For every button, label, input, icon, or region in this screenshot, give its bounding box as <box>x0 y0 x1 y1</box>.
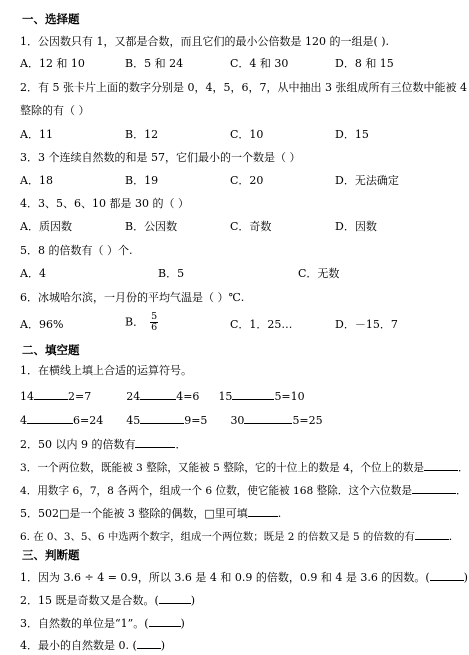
fill-r1-b-left: 24 <box>126 390 141 403</box>
judge-q3-text: 3．自然数的单位是“1”。( <box>20 617 149 630</box>
fill-q4-text: 4．用数字 6，7，8 各两个，组成一个 6 位数，使它能被 168 整除．这个六位数是 <box>20 485 412 497</box>
choice-q3-option-d[interactable]: D．无法确定 <box>335 174 399 187</box>
judge-q3 <box>20 615 185 631</box>
choice-q1-option-b[interactable]: B．5 和 24 <box>125 57 184 70</box>
choice-q6-option-b[interactable] <box>125 312 158 333</box>
judge-q1-text: 1．因为 3.6 ÷ 4 = 0.9，所以 3.6 是 4 和 0.9 的倍数，0.9 和 4 是 3.6 的因数。( <box>20 571 430 584</box>
fill-r2-c-right: 5=25 <box>292 414 323 427</box>
section-title-judge: 三、判断题 <box>22 548 80 562</box>
close-paren: ) <box>180 617 185 630</box>
close-paren: ) <box>190 594 196 607</box>
fill-q3-text: 3．一个两位数，既能被 3 整除，又能被 5 整除，它的十位上的数是 4，个位上的数是 <box>20 462 424 474</box>
fill-r2-b-right: 9=5 <box>184 414 208 427</box>
choice-q2-option-b[interactable]: B．12 <box>125 128 159 141</box>
choice-q4-option-b[interactable]: B．公因数 <box>125 220 178 233</box>
choice-q1-option-c[interactable]: C．4 和 30 <box>230 57 289 70</box>
judge-q1 <box>20 569 468 585</box>
period: ． <box>455 485 467 497</box>
choice-q5-option-b[interactable]: B．5 <box>158 267 185 280</box>
fill-r2-b-left: 45 <box>126 414 141 427</box>
period: ． <box>448 531 460 543</box>
answer-blank[interactable] <box>137 637 161 649</box>
fill-r1-c-left: 15 <box>218 390 233 403</box>
fill-q2 <box>20 436 186 452</box>
fraction <box>150 312 158 333</box>
choice-q6-option-d[interactable]: D．－15．7 <box>335 318 398 331</box>
close-paren: ) <box>160 639 166 652</box>
judge-q2-text: 2．15 既是奇数又是合数。( <box>20 594 159 607</box>
answer-blank[interactable] <box>140 412 184 424</box>
section-title-choice: 一、选择题 <box>22 12 80 26</box>
choice-q6-text: 6．冰城哈尔滨，一月份的平均气温是（ ）℃. <box>20 291 245 304</box>
close-paren: ) <box>463 571 468 584</box>
answer-blank[interactable] <box>248 505 278 517</box>
choice-q2-option-a[interactable]: A．11 <box>20 128 53 141</box>
choice-q2-text: 2．有 5 张卡片上面的数字分别是 0，4，5，6，7，从中抽出 3 张组成所有三位数中能被 4 <box>20 81 467 94</box>
choice-q1-option-d[interactable]: D．8 和 15 <box>335 57 394 70</box>
choice-q3-option-b[interactable]: B．19 <box>125 174 159 187</box>
fill-r1-a-left: 14 <box>20 390 34 403</box>
choice-q4-option-c[interactable]: C．奇数 <box>230 220 272 233</box>
answer-blank[interactable] <box>27 412 73 424</box>
period: . <box>277 507 282 520</box>
period: ． <box>457 462 469 474</box>
section-title-fill: 二、填空题 <box>22 343 80 357</box>
fill-q1-row2 <box>20 412 323 428</box>
choice-q5-text: 5．8 的倍数有（ ）个. <box>20 244 133 257</box>
fill-q2-text: 2．50 以内 9 的倍数有 <box>20 438 136 451</box>
choice-q2-option-c[interactable]: C．10 <box>230 128 264 141</box>
answer-blank[interactable] <box>430 569 464 581</box>
choice-q5-option-a[interactable]: A．4 <box>20 267 46 280</box>
choice-q4-option-a[interactable]: A．质因数 <box>20 220 72 233</box>
period: ． <box>175 438 187 451</box>
choice-q1-text: 1．公因数只有 1，又都是合数，而且它们的最小公倍数是 120 的一组是( ). <box>20 35 390 48</box>
answer-blank[interactable] <box>135 436 175 448</box>
answer-blank[interactable] <box>232 388 274 400</box>
fill-r1-b-right: 4=6 <box>176 390 200 403</box>
fraction-numerator: 5 <box>151 311 158 322</box>
fill-r2-a-left: 4 <box>20 414 27 427</box>
fill-r1-a-right: 2=7 <box>68 390 92 403</box>
answer-blank[interactable] <box>412 482 456 494</box>
choice-q3-text: 3．3 个连续自然数的和是 57，它们最小的一个数是（ ） <box>20 151 301 164</box>
fill-q4 <box>20 482 467 498</box>
answer-blank[interactable] <box>424 459 458 471</box>
choice-q5-option-c[interactable]: C．无数 <box>298 267 340 280</box>
fill-r1-c-right: 5=10 <box>274 390 305 403</box>
choice-q2-text-cont: 整除的有（ ） <box>20 104 90 117</box>
judge-q4-text: 4．最小的自然数是 0. ( <box>20 639 137 652</box>
answer-blank[interactable] <box>149 615 181 627</box>
fill-r2-a-right: 6=24 <box>73 414 104 427</box>
answer-blank[interactable] <box>140 388 176 400</box>
fill-r2-c-left: 30 <box>230 414 245 427</box>
fill-q5 <box>20 505 281 521</box>
fill-q1-row1 <box>20 388 305 404</box>
choice-q4-option-d[interactable]: D．因数 <box>335 220 377 233</box>
answer-blank[interactable] <box>34 388 68 400</box>
choice-q6-option-a[interactable]: A．96% <box>20 318 64 331</box>
choice-q4-text: 4．3、5、6、10 都是 30 的（ ） <box>20 197 189 210</box>
fill-q6-text: 6. 在 0、3、5、6 中选两个数字，组成一个两位数；既是 2 的倍数又是 5 的倍数的有 <box>20 531 415 543</box>
judge-q2 <box>20 592 195 608</box>
choice-q6-option-c[interactable]: C．1．25… <box>230 318 293 331</box>
choice-q3-option-a[interactable]: A．18 <box>20 174 53 187</box>
choice-q6-option-b-label: B． <box>125 315 145 329</box>
answer-blank[interactable] <box>244 412 292 424</box>
fraction-denominator: 6 <box>151 322 158 333</box>
answer-blank[interactable] <box>159 592 191 604</box>
choice-q1-option-a[interactable]: A．12 和 10 <box>20 57 85 70</box>
answer-blank[interactable] <box>415 528 449 540</box>
fill-q6 <box>20 528 459 544</box>
judge-q4 <box>20 637 165 653</box>
fill-q1-text: 1．在横线上填上合适的运算符号。 <box>20 364 192 377</box>
choice-q3-option-c[interactable]: C．20 <box>230 174 264 187</box>
fill-q5-text: 5．502□是一个能被 3 整除的偶数，□里可填 <box>20 507 248 520</box>
fill-q3 <box>20 459 469 475</box>
choice-q2-option-d[interactable]: D．15 <box>335 128 369 141</box>
